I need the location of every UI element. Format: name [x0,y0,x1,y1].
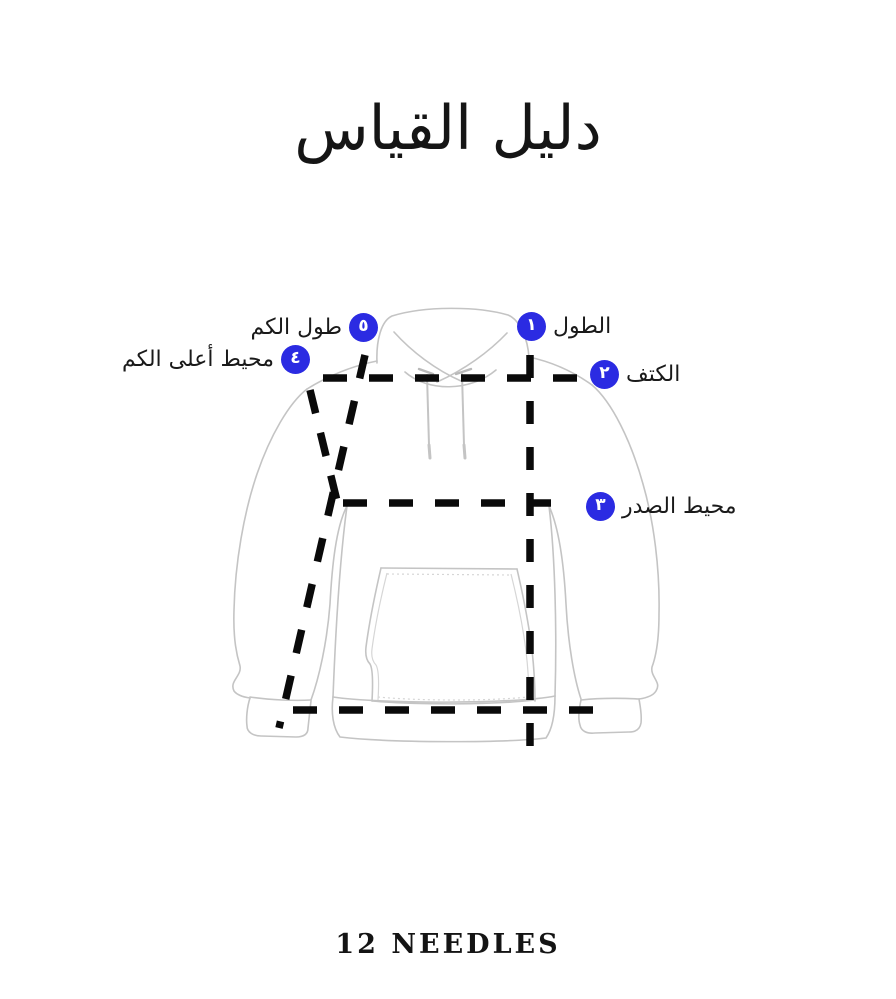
callout-chest [586,491,737,521]
callout-sleeve-length-label: طول الكم [250,314,342,340]
measure-point-1-badge: ١ [517,312,546,341]
callout-length-label: الطول [553,313,612,339]
callout-shoulder-label: الكتف [626,361,681,387]
callout-sleeve-length [251,312,378,342]
callout-upper-sleeve [122,344,310,374]
left-cuff-top [250,697,311,700]
callout-chest-label: محيط الصدر [622,493,737,519]
sleeve-length-measure-line [279,355,365,728]
right-sleeve-inner [549,506,581,699]
collar-left-lapel [394,332,461,381]
measure-point-5-badge: ٥ [349,313,378,342]
body-right-seam [549,506,556,696]
right-cuff [579,699,641,733]
page-title: دليل القياس [294,93,602,164]
pocket-stitching [372,573,529,700]
left-sleeve-inner [311,506,347,700]
measure-point-3-badge: ٣ [586,492,615,521]
measurement-lines [279,355,597,750]
body-left-seam [333,506,347,697]
hood-outline [377,308,529,363]
upper-sleeve-measure-line [310,390,338,505]
callout-shoulder [590,359,680,389]
measure-point-4-badge: ٤ [281,345,310,374]
brand-logo: 12 NEEDLES [335,929,561,960]
drawstrings [419,369,471,458]
left-cuff [247,698,311,737]
right-sleeve-outer [592,385,659,699]
callout-length [517,311,611,341]
callout-upper-sleeve-label: محيط أعلى الكم [122,346,274,372]
measure-point-2-badge: ٢ [590,360,619,389]
pocket-top [381,568,517,569]
right-cuff-top [581,698,639,700]
